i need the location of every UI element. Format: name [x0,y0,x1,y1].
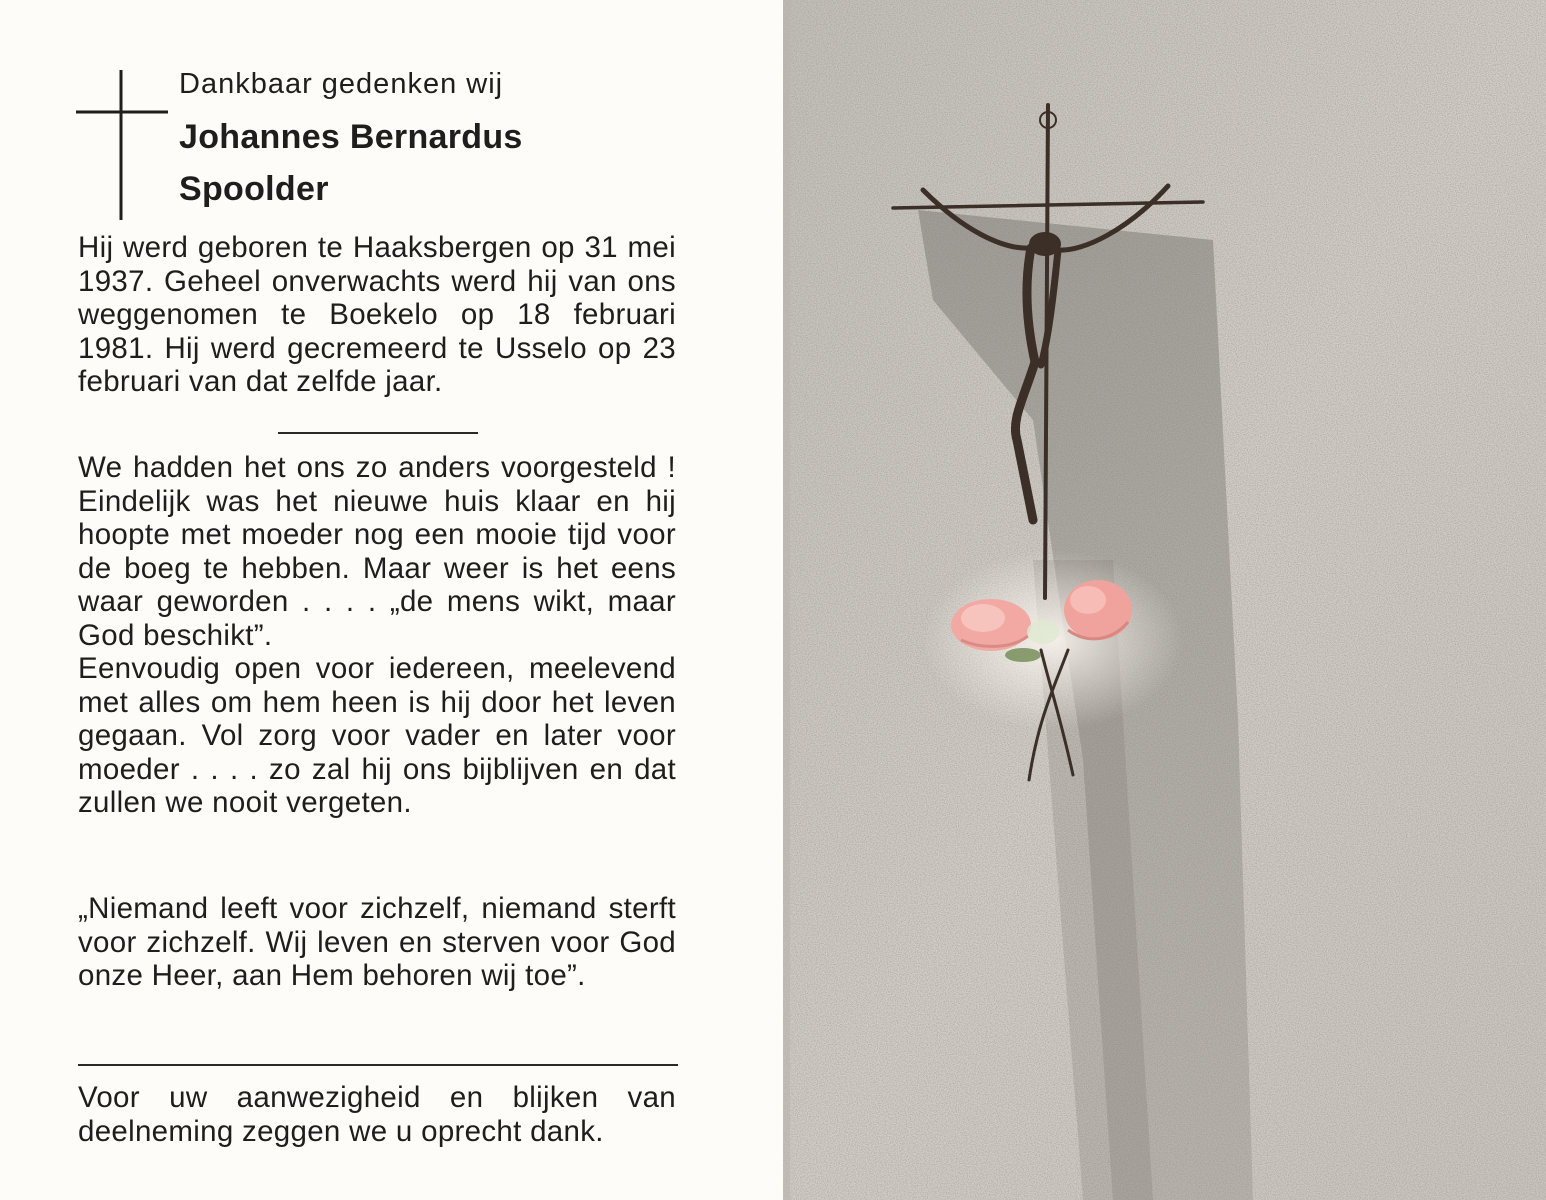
deceased-first-names: Johannes Bernardus [179,118,523,156]
reflection-paragraph: We hadden het ons zo anders voorgesteld ! Eindelijk was het nieuwe huis klaar en hij hoopte met moeder nog een mooie tijd voor de boeg te hebben. Maar weer is het eens waar geworden . . . . „de mens wikt, maar God beschikt”. [78,451,676,652]
character-paragraph: Eenvoudig open voor iedereen, meelevend met alles om hem heen is hij door het leven gegaan. Vol zorg voor vader en later voor moeder . . . . zo zal hij ons bijblijven en dat zullen we nooit vergeten. [78,652,676,819]
long-divider [78,1064,678,1066]
cross-icon [76,70,168,220]
thank-you-note: Voor uw aanwezigheid en blijken van deelneming zeggen we u oprecht dank. [78,1081,676,1148]
scripture-quote: „Niemand leeft voor zichzelf, niemand sterft voor zichzelf. Wij leven en sterven voor God onze Heer, aan Hem behoren wij toe”. [78,892,676,992]
short-divider [278,432,478,434]
intro-line: Dankbaar gedenken wij [179,68,504,100]
biography-paragraph: Hij werd geboren te Haaksbergen op 31 mei 1937. Geheel onverwachts werd hij van ons weggenomen te Boekelo op 18 februari 1981. Hij werd gecremeerd te Usselo op 23 februari van dat zelfde jaar. [78,231,676,398]
crucifix-photo [783,0,1546,1200]
deceased-surname: Spoolder [179,170,329,208]
